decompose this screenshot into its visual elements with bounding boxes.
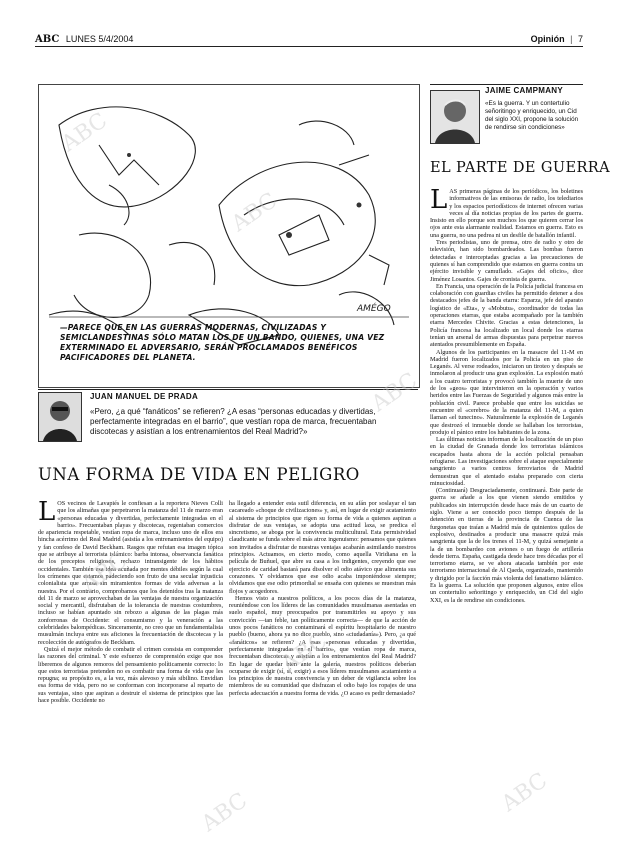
watermark: ABC — [197, 788, 253, 837]
paragraph: AS primeras páginas de los periódicos, los boletines informativos de las emisoras de radio, los telediarios y los espacios periodísticos de internet ofrecen varias veces al día noticias propias de los partes de guerra. Insisto en ello porque son muchos los que quieren cerrar los ojos ante esta alarmante realidad. Estamos en guerra. Esto es una guerra, no una pedrea ni un desfile de batallón infantil. — [430, 188, 583, 239]
paragraph: Hemos visto a nuestros políticos, a los pocos días de la matanza, reuniéndose con los líderes de las comunidades musulmanas asentadas en suelo español, muy preocupados por transmitirles su apoyo y sus convicción —tan feble, tan políticamente correcta— de que la acción de unos pocos fanáticos no contaminará el espíritu hospitalario de nuestro pueblo (bueno, ahora ya no dice pueblo, sino «ciudadanía»). Pero, ¿a qué «fanáticos» se refieren? ¿A esas «personas educadas y divertidas, perfectamente integradas en el barrio», que vestían ropa de marca, frecuentaban discotecas y asistían a los entrenamientos del Real Madrid? En lugar de quedar bien ante la galería, nuestros políticos deberían ocuparse de exigir (sí, sí, exigir) a esos líderes musulmanes acatamiento a los principios de nuestra convivencia y un deber de vigilancia sobre los miembros de su comunidad que disfrazan el odio bajo los ropajes de una perfecta adecuación a nuestra forma de vida. ¿O acaso es pedir demasiado? — [229, 594, 416, 697]
watermark: ABC — [77, 548, 133, 597]
header-rule — [35, 46, 583, 47]
left-article-col1 — [38, 500, 223, 830]
abc-logo: ABC — [35, 34, 60, 45]
cartoon-signature: AMÉGO — [357, 304, 391, 314]
prada-photo — [38, 392, 82, 442]
drop-cap: L — [38, 500, 56, 527]
right-article-body — [430, 188, 583, 838]
watermark: ABC — [57, 108, 113, 157]
paragraph: En Francia, una operación de la Policía judicial francesa en colaboración con guardias civiles ha permitido detener a dos destacados jefes de la banda etarra: Esparza, jefe del aparato logístico de «Eta», y «Mobutu», coordinador de todas las operaciones etarras, que estaba acompañado por la también etarra Mercedes Chivite. Gracias a estas detenciones, la Policía francesa ha localizado un local donde los etarras tenían un arsenal de armas dispuestas para perpetrar nuevos atentados presumiblemente en España. — [430, 282, 583, 349]
watermark: ABC — [367, 368, 423, 417]
paragraph: Algunos de los participantes en la masacre del 11-M en Madrid fueron localizados por la Policía en un piso de Leganés. Al verse rodeados, iniciaron un tiroteo y después se inmolaron al producir una gran explosión. La explosión mató a los cuatro terroristas y provocó también la muerte de uno de los «geos» que intervinieron en la operación y varios heridos entre las Fuerzas de Seguridad y algunos más entre la población civil. Parece probable que entre los suicidas se encuentre el «cerebro» de la matanza del 11-M, a quien llaman «el tunecino». Naturalmente la explosión de Leganés que destrozó el inmueble donde se hallaban los terroristas, produjo el pánico entre los habitantes de la zona. — [430, 348, 583, 436]
campmany-rule — [430, 84, 583, 85]
prada-quote-text: «Pero, ¿a qué “fanáticos” se refieren? ¿A esas “personas educadas y divertidas, perfectamente integradas en el barrio”, que vestían ropa de marca, frecuentaban discotecas y asistían a los entrenamientos del Real Madrid?» — [90, 407, 377, 436]
watermark: ABC — [277, 628, 333, 677]
left-headline: UNA FORMA DE VIDA EN PELIGRO — [38, 465, 360, 484]
section-name: Opinión — [530, 34, 565, 44]
header-date: LUNES 5/4/2004 — [65, 34, 134, 44]
watermark: ABC — [227, 188, 283, 237]
campmany-photo — [430, 90, 480, 144]
page-number: 7 — [577, 34, 583, 44]
campmany-name: JAIME CAMPMANY — [485, 86, 563, 95]
watermark: ABC — [497, 768, 553, 817]
page-header-right: Opinión | 7 — [530, 34, 583, 44]
paragraph: Tres periodistas, uno de prensa, otro de radio y otro de televisión, han sido bombardeados. Las bombas fueron detectadas e interceptadas gracias a las precauciones de quienes sí han comprendido que estamos en guerra contra un ejército invisible y camuflado. «Gajes del oficio», dice Jiménez Losantos. Gajes de cronista de guerra. — [430, 239, 583, 283]
right-headline: EL PARTE DE GUERRA — [430, 160, 610, 176]
paragraph: ha llegado a entender esta sutil diferencia, en su afán por soslayar el tan cacareado «choque de civilizaciones» y, así, en lugar de exigir acatamiento al sistema de principios que rigen su forma de vida a quienes aspiran a disfrutar de sus ventajas, se adopta una actitud laxa, se predica el sincretismo, se aboga por la convivencia multicultural. Esta permisividad claudicante se funda sobre el más atroz ingenuismo: pensamos que quienes son invitados a disfrutar de nuestras ventajas acabarán asimilando nuestros principios. Actuamos, en cierto modo, como aquella Viridiana en la película de Buñuel, que abre su casa a los indigentes, creyendo que ese ejercicio de caridad bastará para disolver el odio atávico que alimenta sus corazones. Y olvidamos que ese odio acaba imponiéndose siempre; olvidamos que ese odio primordial se ensaña con quienes se muestran más flojos y acogedores. — [229, 500, 416, 595]
paragraph: (Continuará) Desgraciadamente, continuará. Este parte de guerra se añade a los que vienen siendo emitidos y publicados sin interrupción desde hace más de un cuarto de siglo. Viene a ser conocido poco tiempo después de la detención en tierras de la provincia de Cuenca de las furgonetas que traían a Madrid más de quinientos quilos de explosivo, destinados a producir una masacre quizá más sangrienta que la de los trenes el 11-M, y quizá semejante a la de un bombardeo con aviones o un fuego de artillería desde tierra. España, castigada desde hace tres décadas por el terrorismo etarra, se ve ahora atacada también por este terrorismo internacional de Al Qaeda, organizado, mantenido y dirigido por la facción más violenta del fanatismo islámico. Es la guerra. La solución que proponen algunos, entre ellos un contertulio señoritingo y enriquecido, un Cid del siglo XXI, es la de rendirse sin condiciones. — [430, 487, 583, 604]
prada-name: JUAN MANUEL DE PRADA — [90, 392, 199, 401]
paragraph: OS vecinos de Lavapiés le confiesan a la reportera Nieves Colli que los alimañas que perpetraron la matanza del 11 de marzo eran «personas educadas y divertidas, perfectamente integradas en el barrio». Frecuentaban playas y discotecas, regentaban comercios de apariencia respetable, vestían ropa de marca, incluso uno de ellos era hincha acérrimo del Real Madrid (asistía a los entrenamientos del equipo) y fan confeso de David Beckham. Rasgos que refutan esa imagen tópica que se atribuye al terrorista islámico: barba intonsa, observancia fanática de los preceptos religiosos, rechazo intransigente de los hábitos occidentales. También esa idea acuñada por mentes débiles según la cual los crímenes que estamos padeciendo son fruto de una secular injusticia colonialista que arrasa sin miramientos formas de vida adversas a la nuestra. Por el contrario, comprobamos que los detenidos tras la matanza del 11 de marzo se aprovechaban de las ventajas de nuestra organización social y mercantil, disfrutaban de la tolerancia de nuestras costumbres, incluso se habían apuntado sin rebozo a algunas de las plagas más zonforronas de Occidente: el consumismo y la veneración a las celebridades balompédicas. Sinceramente, no creo que un fundamentalista musulmán incluya entre sus aficiones la frecuentación de discotecas y la recolección de autógrafos de Beckham. — [38, 500, 223, 646]
cartoon-caption: —PARECE QUE EN LAS GUERRAS MODERNAS, CIVILIZADAS Y SEMICLANDESTINAS SÓLO MATAN LOS DE UN BANDO, QUIENES, UNA VEZ EXTERMINADO EL ADVERSARIO, SERÁN PROCLAMADOS BENÉFICOS PACIFICADORES DEL PLANETA. — [60, 323, 385, 362]
prada-rule — [38, 389, 418, 390]
paragraph: Quizá el mejor método de combatir el crimen consista en comprender las razones del criminal. Y este esfuerzo de comprensión exige que nos liberemos de algunos remoros del pensamiento políticamente correcto: lo que estos terroristas pretenden no es combatir una forma de vida que les repugna; su propósito es, a la vez, más alevoso y más sibilino. Envidian esa forma de vida, pero no se conforman con incorporarse al reparto de sus ventajas, sino que aspiran a destruir el sistema de principios que las hace posible. Occidente no — [38, 645, 223, 705]
drop-cap: L — [430, 188, 448, 215]
page-header-left — [35, 34, 133, 45]
campmany-quote-text: «Es la guerra. Y un contertulio señoritingo y enriquecido, un Cid del siglo XXI, propone la solución de rendirse sin condiciones» — [485, 100, 579, 131]
left-article-col2 — [229, 500, 416, 830]
paragraph: Las últimas noticias informan de la localización de un piso en la ciudad de Granada donde los terroristas islámicos escapados hasta ahora de la acción policial pensaban refugiarse. Las investigaciones sobre el ataque especialmente sangriento a varios centros ferroviarios de Madrid demuestran que el atentado estaba preparado con cierta minuciosidad. — [430, 436, 583, 487]
